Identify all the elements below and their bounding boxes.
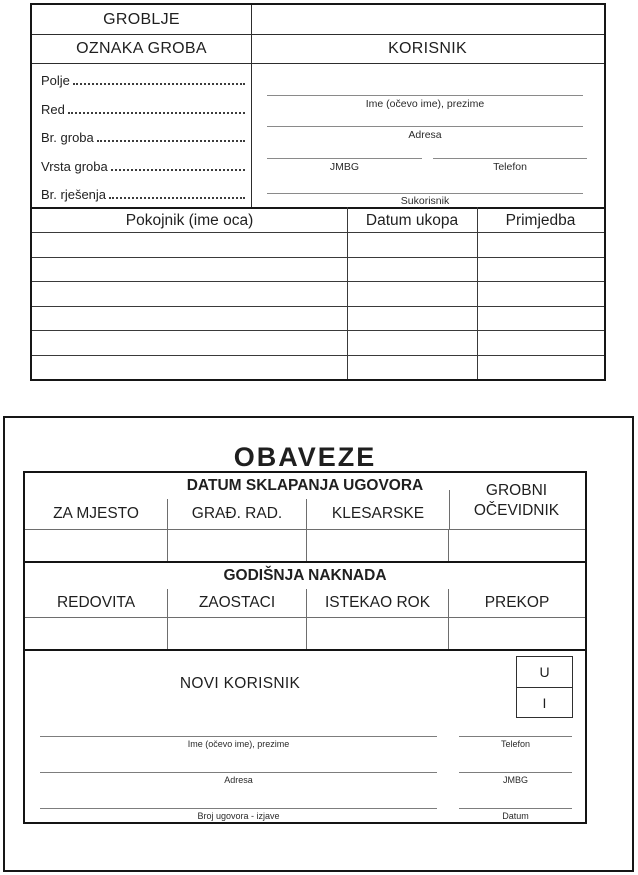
fee-empty-row [25,617,585,651]
field-vrsta-groba [41,150,246,178]
col-zaostaci: ZAOSTACI [168,589,307,617]
empty-cell [449,530,585,561]
field-br-groba [41,122,246,150]
fee-section-header: GODIŠNJA NAKNADA [223,567,387,584]
i-cell: I [542,694,547,711]
dotted-leader [111,169,245,171]
col-klesarske: KLESARSKE [331,505,425,522]
table-row [32,257,604,258]
row-divider [32,63,604,64]
col-redovita: REDOVITA [25,589,168,617]
empty-cell [168,530,307,561]
groblje-header: GROBLJE [103,10,180,28]
jmbg-line [459,772,572,773]
jmbg-line-label: JMBG [502,775,528,785]
telefon-line [459,736,572,737]
field-label: Polje [41,73,70,89]
name-line [267,95,583,96]
jmbg-line-label: JMBG [329,161,360,173]
col-grad-rad: GRAĐ. RAD. [168,499,307,529]
field-label: Red [41,101,65,117]
col-header-primjedba: Primjedba [505,211,576,229]
col-header-datum-ukopa: Datum ukopa [365,211,459,229]
obligations-card [3,416,634,872]
novi-korisnik-title: NOVI KORISNIK [179,675,301,692]
empty-cell [25,618,168,651]
field-label: Br. groba [41,130,94,146]
empty-cell [449,618,585,651]
table-row [32,306,604,307]
u-i-box [516,656,573,718]
dotted-leader [68,112,245,114]
telefon-line-label: Telefon [493,161,527,173]
datum-line-label: Datum [502,811,529,821]
telefon-line-label: Telefon [500,739,531,749]
new-user-section [25,649,585,821]
col-header-pokojnik: Pokojnik (ime oca) [125,211,254,229]
empty-cell [307,530,449,561]
oznaka-groba-header: OZNAKA GROBA [76,39,207,57]
name-line-label: Ime (očevo ime), prezime [187,739,290,749]
dotted-leader [109,197,245,199]
contract-date-section [25,473,585,561]
dotted-leader [97,140,245,142]
field-label: Vrsta groba [41,158,108,174]
contract-section-header: DATUM SKLAPANJA UGOVORA [186,477,424,494]
fee-columns-row [25,589,585,617]
field-br-rjesenja [41,179,246,207]
col-istekao-rok: ISTEKAO ROK [307,589,449,617]
col-prekop: PREKOP [484,594,550,611]
grobni-ocevidnik-line1: GROBNI [485,482,548,499]
table-row [32,355,604,356]
u-cell: U [517,657,572,688]
dotted-leader [73,83,245,85]
table-row [32,330,604,331]
obligations-table [23,471,587,824]
field-label: Br. rješenja [41,186,107,202]
name-line [40,736,437,737]
contract-number-line-label: Broj ugovora - izjave [197,811,280,821]
address-line-label: Adresa [224,775,253,785]
table-row [32,232,604,233]
jmbg-line [267,158,422,159]
address-line-label: Adresa [408,129,442,141]
grobni-ocevidnik-line2: OČEVIDNIK [473,502,560,519]
grave-record-card [30,3,606,381]
table-row [32,281,604,282]
telefon-line [433,158,587,159]
sukorisnik-line-label: Sukorisnik [400,195,450,207]
contract-number-line [40,808,437,809]
contract-empty-row [25,529,585,561]
korisnik-header: KORISNIK [388,39,467,57]
obaveze-title: OBAVEZE [233,442,377,472]
address-line [267,126,583,127]
sukorisnik-line [267,193,583,194]
field-polje [41,65,246,93]
empty-cell [25,530,168,561]
address-line [40,772,437,773]
grobni-ocevidnik-cell [449,473,584,529]
datum-line [459,808,572,809]
empty-cell [168,618,307,651]
field-red [41,93,246,121]
grave-id-fields [41,65,246,207]
name-line-label: Ime (očevo ime), prezime [365,98,485,110]
column-divider [449,490,450,529]
annual-fee-section [25,561,585,649]
col-za-mjesto: ZA MJESTO [25,499,168,529]
empty-cell [307,618,449,651]
groblje-value-cell [251,5,604,34]
